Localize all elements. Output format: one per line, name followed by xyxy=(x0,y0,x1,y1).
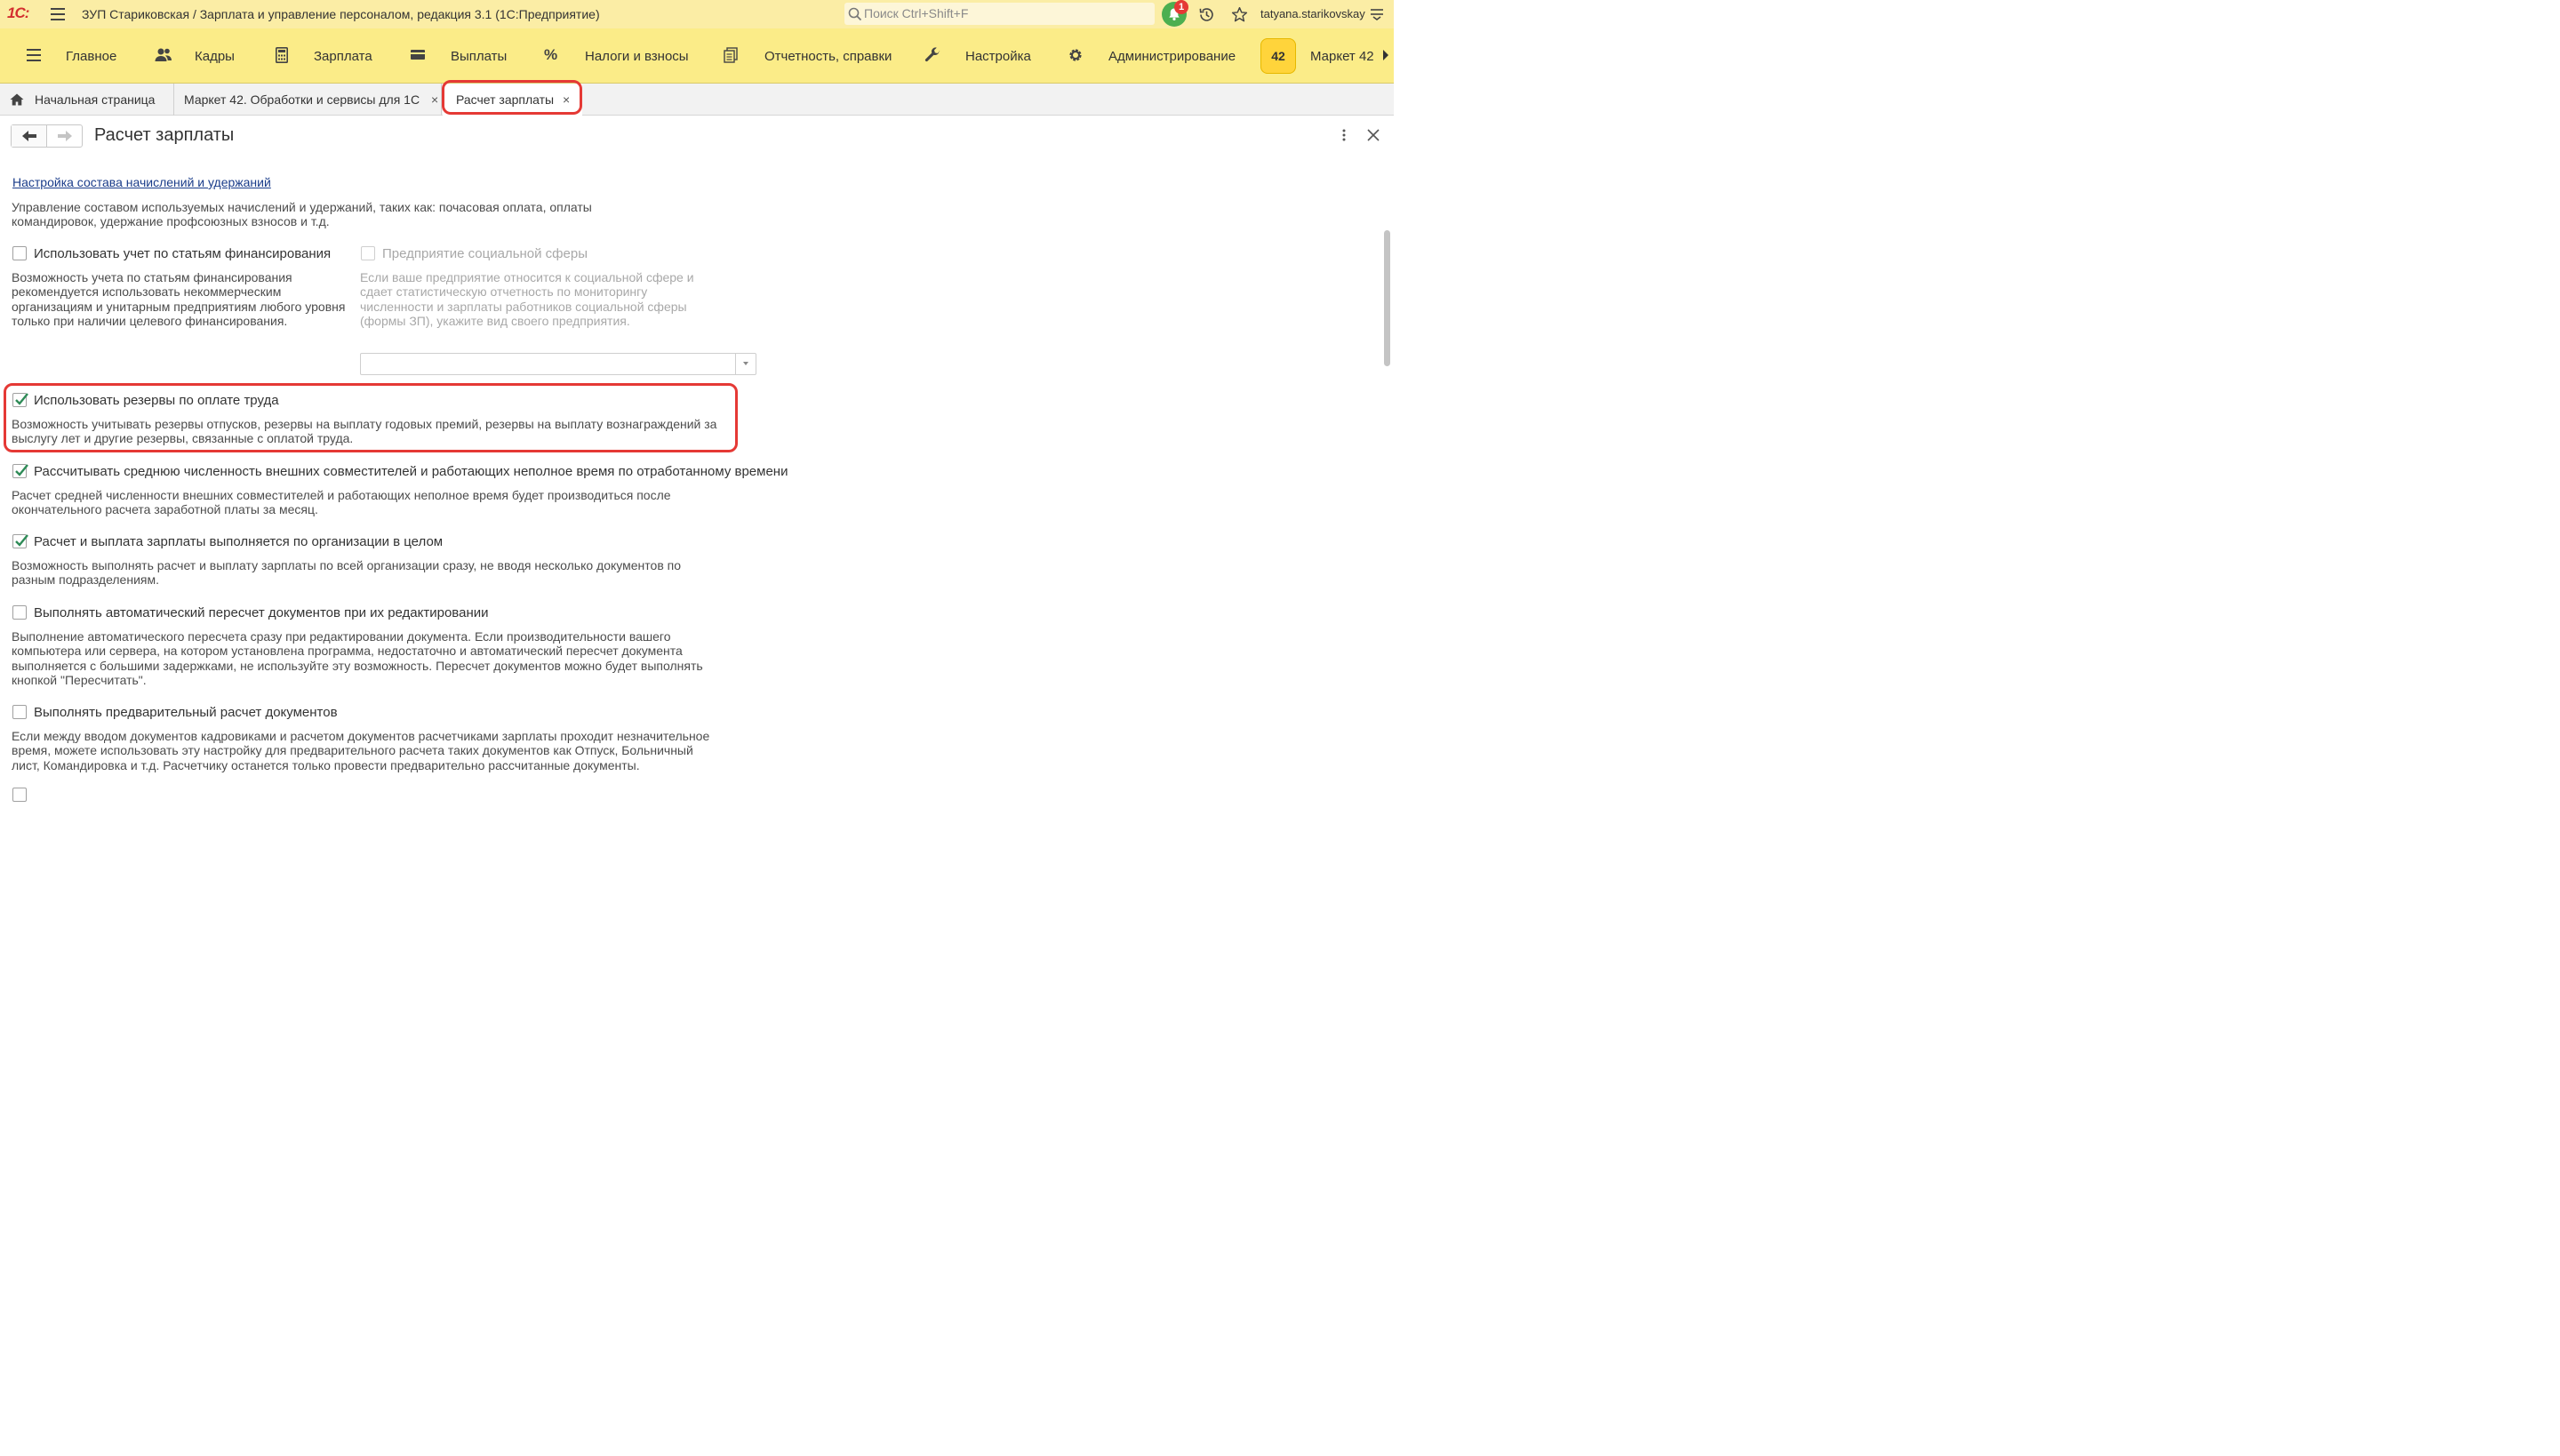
notifications-badge: 1 xyxy=(1174,0,1188,14)
history-nav xyxy=(11,124,83,148)
section-admin-label: Администрирование xyxy=(1108,48,1236,64)
prelim-calc-checkbox-row[interactable] xyxy=(12,703,338,721)
section-reports-label: Отчетность, справки xyxy=(764,48,892,64)
market42-badge-number: 42 xyxy=(1271,49,1285,63)
form-close-icon[interactable] xyxy=(1366,128,1380,142)
section-payments[interactable] xyxy=(410,28,525,84)
section-settings[interactable] xyxy=(924,28,1049,84)
reserves-checkbox-row[interactable] xyxy=(12,391,279,409)
avg-headcount-label: Рассчитывать среднюю численность внешних совместителей и работающих неполное время по отработанному времени xyxy=(34,463,788,479)
section-payments-label: Выплаты xyxy=(451,48,508,64)
accruals-setup-hint: Управление составом используемых начислений и удержаний, таких как: почасовая оплата, оплаты командировок, удержание профсоюзных взносов и т.д. xyxy=(12,200,592,229)
avg-headcount-checkbox-row[interactable] xyxy=(12,462,788,480)
social-type-select[interactable] xyxy=(360,353,756,375)
financing-label: Использовать учет по статьям финансирования xyxy=(34,245,332,261)
checkmark-icon xyxy=(13,533,29,549)
section-main[interactable] xyxy=(25,28,123,84)
checkmark-icon xyxy=(13,463,29,479)
gear-icon xyxy=(1068,47,1084,63)
section-admin[interactable] xyxy=(1068,28,1245,84)
title-bar xyxy=(0,0,1394,28)
percent-icon: % xyxy=(544,46,558,63)
avg-headcount-hint: Расчет средней численности внешних совместителей и работающих неполное время будет производиться после окончательного расчета заработной платы за месяц. xyxy=(12,488,671,517)
social-label: Предприятие социальной сферы xyxy=(382,245,588,261)
wrench-icon xyxy=(924,47,940,63)
documents-icon xyxy=(724,47,738,63)
section-salary[interactable] xyxy=(274,28,389,84)
app-title: ЗУП Стариковская / Зарплата и управление персоналом, редакция 3.1 (1С:Предприятие) xyxy=(82,7,600,21)
dropdown-button[interactable] xyxy=(735,354,756,374)
chevron-down-icon xyxy=(743,362,748,365)
scrollbar-thumb[interactable] xyxy=(1384,230,1390,366)
wallet-icon xyxy=(410,47,426,61)
section-hr-label: Кадры xyxy=(195,48,235,64)
reserves-hint: Возможность учитывать резервы отпусков, резервы на выплату годовых премий, резервы на выплату вознаграждений за выслугу лет и другие резервы, связанные с оплатой труда. xyxy=(12,417,717,446)
reserves-label: Использовать резервы по оплате труда xyxy=(34,392,279,408)
close-icon[interactable]: × xyxy=(563,92,571,107)
open-tabs-bar xyxy=(0,84,1394,116)
arrow-left-icon xyxy=(22,131,36,141)
section-hr[interactable] xyxy=(153,28,260,84)
people-icon xyxy=(155,47,172,63)
checkmark-icon xyxy=(13,392,29,408)
whole-org-checkbox-row[interactable] xyxy=(12,532,443,550)
section-settings-label: Настройка xyxy=(965,48,1031,64)
sections-panel xyxy=(0,28,1394,84)
section-market42-label: Маркет 42 xyxy=(1310,48,1374,64)
tab-market42-label: Маркет 42. Обработки и сервисы для 1С xyxy=(184,92,420,107)
forward-button[interactable] xyxy=(47,125,83,147)
tab-home[interactable] xyxy=(0,84,174,116)
tab-salary-calc[interactable] xyxy=(443,84,582,116)
sections-scroll-right-icon[interactable] xyxy=(1383,50,1388,60)
prelim-calc-label: Выполнять предварительный расчет документов xyxy=(34,704,338,720)
next-checkbox[interactable] xyxy=(12,788,27,802)
auto-recalc-label: Выполнять автоматический пересчет документов при их редактировании xyxy=(34,604,489,620)
tab-home-label: Начальная страница xyxy=(35,92,156,107)
social-hint: Если ваше предприятие относится к социальной сфере и сдает статистическую отчетность по мониторингу численности и зарплаты работников социальной сферы (формы ЗП), укажите вид своего предприятия. xyxy=(360,270,694,328)
search-input[interactable] xyxy=(844,3,1155,25)
tab-market42[interactable] xyxy=(175,84,442,116)
more-options-icon[interactable] xyxy=(1339,128,1349,142)
auto-recalc-checkbox[interactable] xyxy=(12,605,27,620)
financing-checkbox-row[interactable] xyxy=(12,244,331,262)
menu-icon xyxy=(27,47,41,63)
prelim-calc-checkbox[interactable] xyxy=(12,705,27,719)
social-checkbox-row[interactable] xyxy=(361,244,588,262)
whole-org-checkbox[interactable] xyxy=(12,534,27,548)
section-market42[interactable] xyxy=(1310,28,1381,84)
section-taxes[interactable] xyxy=(544,28,704,84)
favorites-star-icon[interactable] xyxy=(1231,6,1248,23)
username[interactable]: tatyana.starikovskay xyxy=(1260,7,1365,20)
whole-org-hint: Возможность выполнять расчет и выплату зарплаты по всей организации сразу, не вводя несколько документов по разным подразделениям. xyxy=(12,558,682,588)
section-taxes-label: Налоги и взносы xyxy=(585,48,689,64)
search-placeholder: Поиск Ctrl+Shift+F xyxy=(864,6,969,20)
form-title: Расчет зарплаты xyxy=(94,125,235,145)
arrow-right-icon xyxy=(58,131,72,141)
calculator-icon xyxy=(276,47,288,63)
back-button[interactable] xyxy=(12,125,47,147)
accruals-setup-link[interactable]: Настройка состава начислений и удержаний xyxy=(12,175,271,189)
section-salary-label: Зарплата xyxy=(314,48,372,64)
financing-hint: Возможность учета по статьям финансирования рекомендуется использовать некоммерческим организациям и унитарным предприятиям любого уровня только при наличии целевого финансирования. xyxy=(12,270,346,328)
social-checkbox[interactable] xyxy=(361,246,375,260)
close-icon[interactable]: × xyxy=(431,92,439,107)
auto-recalc-checkbox-row[interactable] xyxy=(12,604,489,621)
financing-checkbox[interactable] xyxy=(12,246,27,260)
history-icon[interactable] xyxy=(1198,6,1215,23)
avg-headcount-checkbox[interactable] xyxy=(12,464,27,478)
app-logo[interactable]: 1С: xyxy=(7,4,29,21)
market42-icon[interactable] xyxy=(1260,38,1296,74)
section-reports[interactable] xyxy=(724,28,901,84)
tab-salary-calc-label: Расчет зарплаты xyxy=(456,92,555,107)
section-main-label: Главное xyxy=(66,48,117,64)
reserves-checkbox[interactable] xyxy=(12,393,27,407)
home-icon xyxy=(10,93,24,106)
main-menu-icon[interactable] xyxy=(51,8,65,20)
whole-org-label: Расчет и выплата зарплаты выполняется по организации в целом xyxy=(34,533,444,549)
auto-recalc-hint: Выполнение автоматического пересчета сразу при редактировании документа. Если производительности вашего компьютера или сервера, на котором установлена программа, недостаточно и автоматический пересчет документа выполняется с большими задержками, не используйте эту возможность. Пересчет документов можно будет выполнять кнопкой "Пересчитать". xyxy=(12,629,703,687)
settings-menu-icon[interactable] xyxy=(1370,8,1384,20)
search-icon xyxy=(848,7,862,21)
prelim-calc-hint: Если между вводом документов кадровиками и расчетом документов расчетчиками зарплаты проходит незначительное время, можете использовать эту настройку для предварительного расчета таких документов как Отпуск, Больничный лист, Командировка и т.д. Расчетчику останется только провести предварительно рассчитанные документы. xyxy=(12,729,710,772)
